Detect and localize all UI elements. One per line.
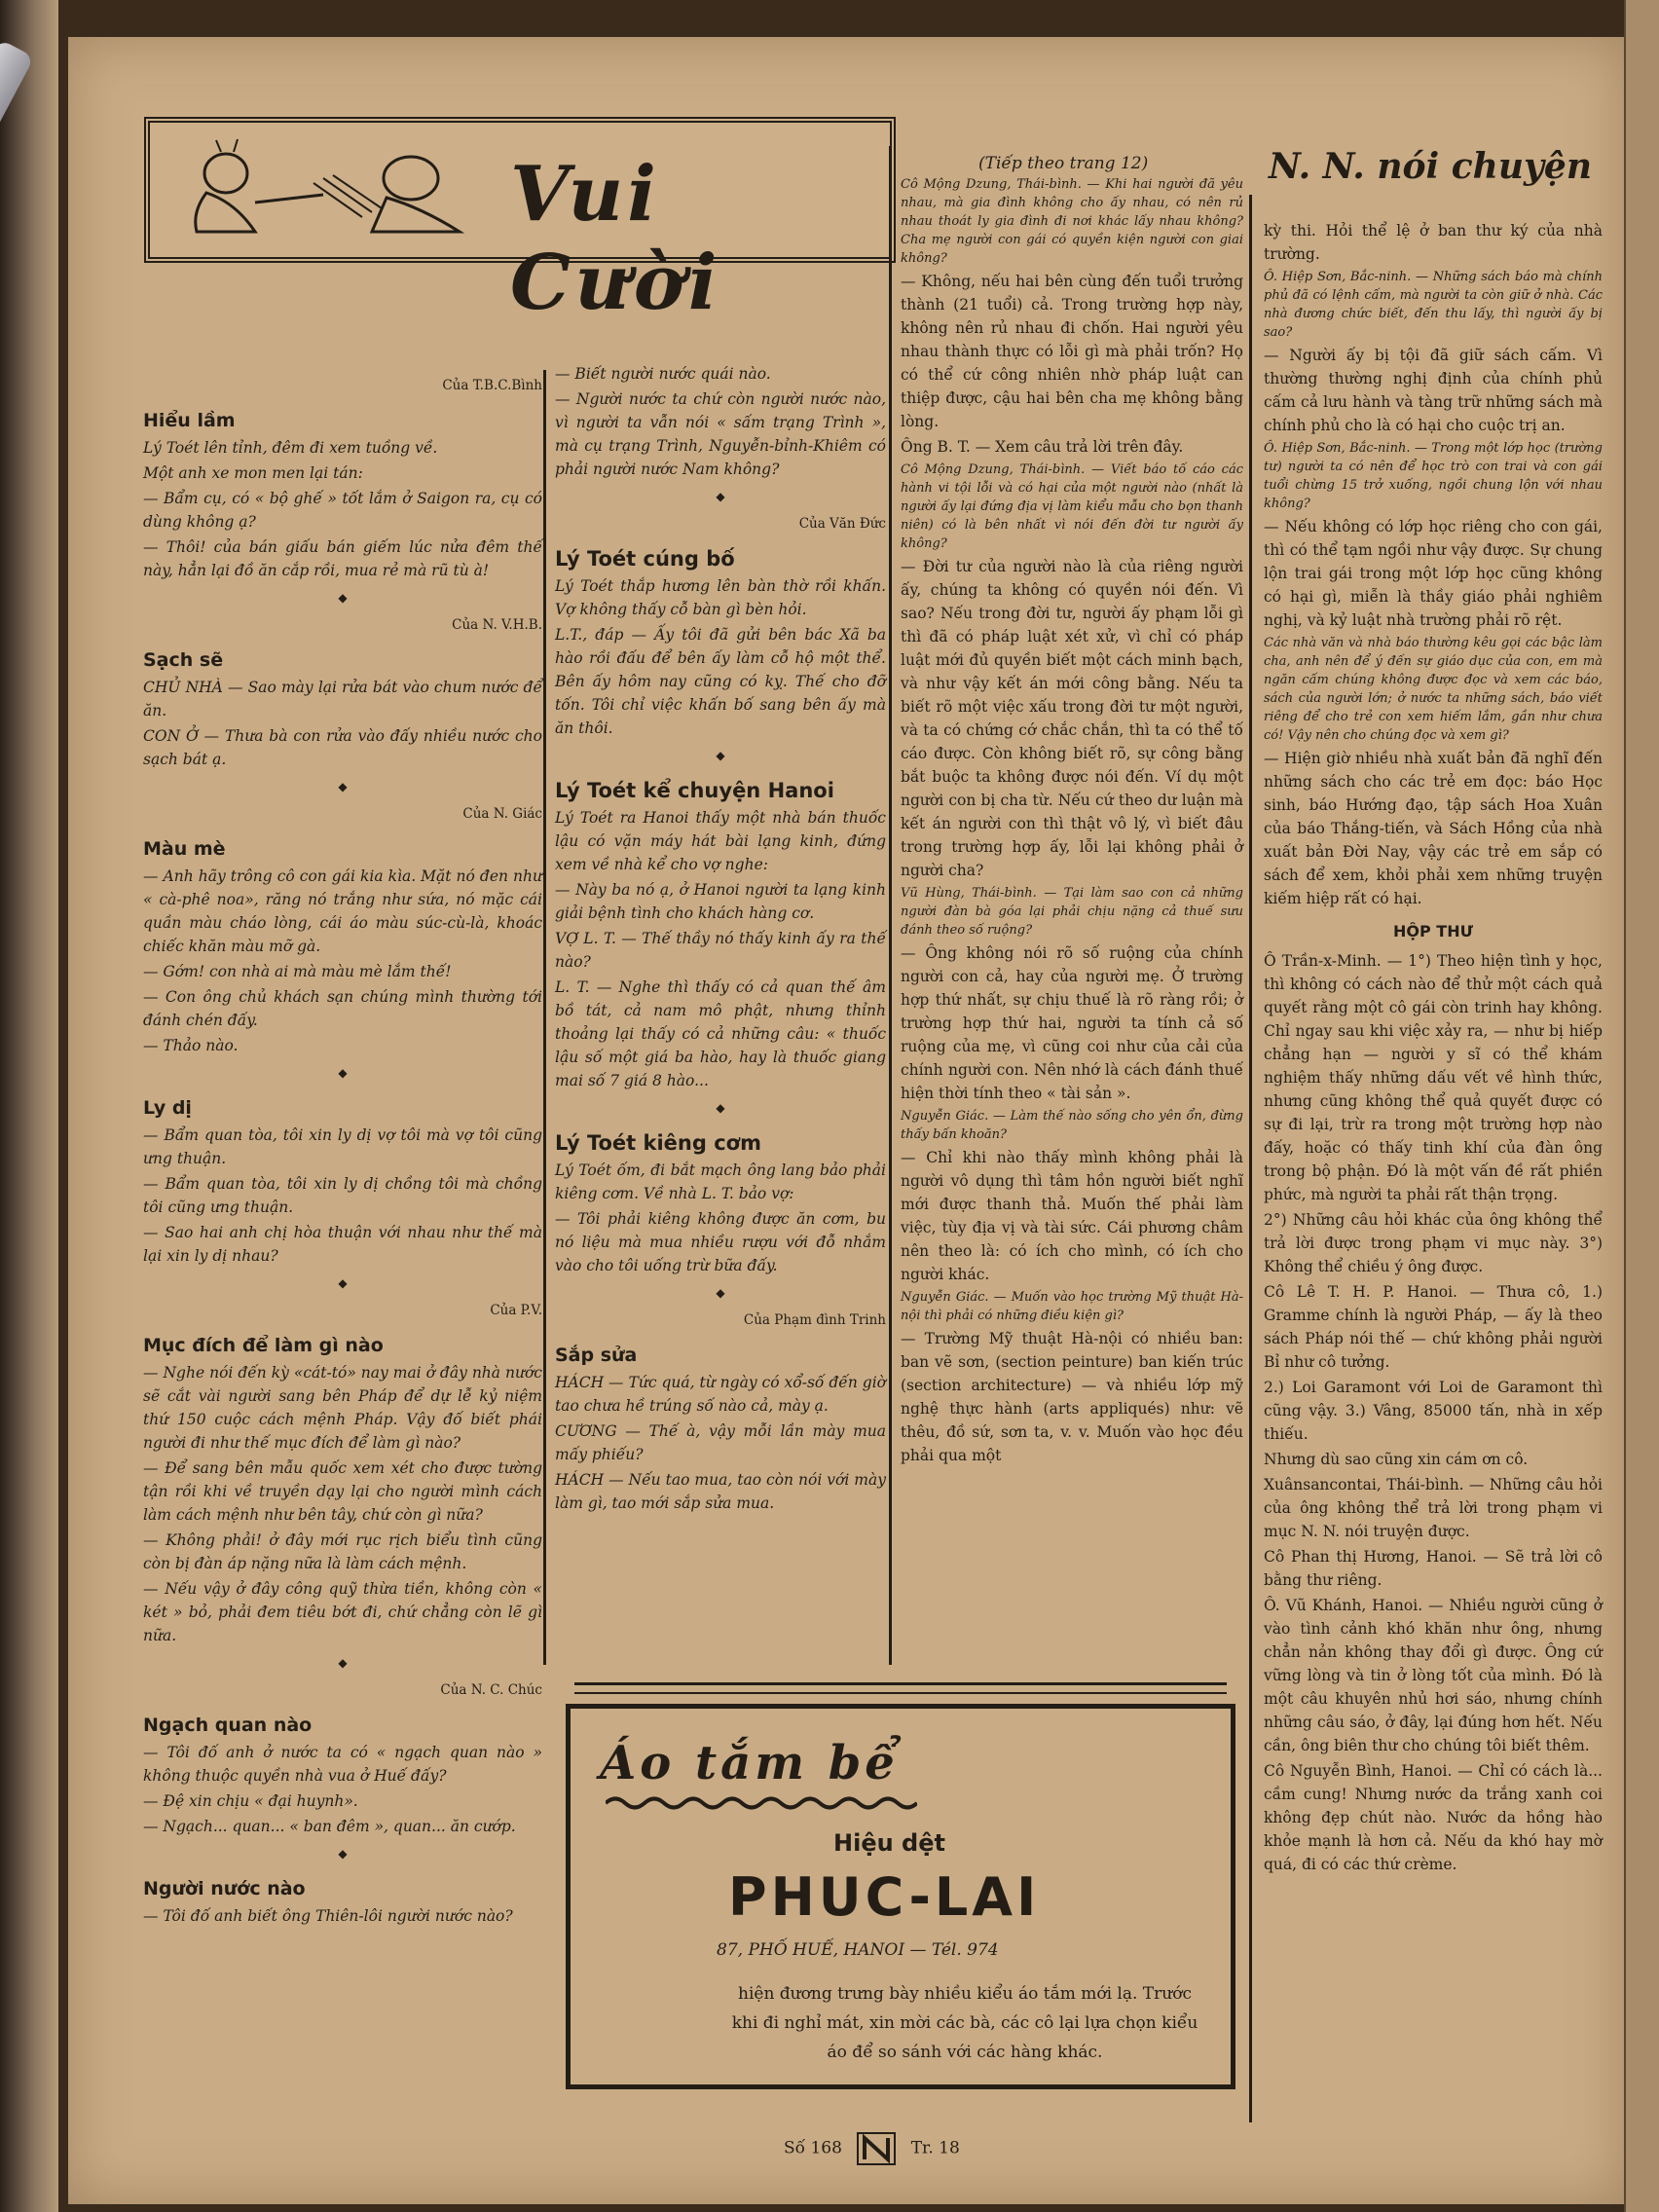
article-heading: Hiểu lầm (143, 410, 236, 431)
article-heading: Sắp sửa (555, 1345, 638, 1366)
article-heading: Sạch sẽ (143, 649, 224, 671)
article-paragraph: — Ông không nói rõ số ruộng của chính người con cả, hay của người mẹ. Ở trường hợp thứ nhất, sự chịu thuế là rõ ràng rồi; ở trường hợp thứ hai, người ta tính cả số ruộng của mẹ, vì cũng coi như của cải của chính người con. Nên nhớ là cách đánh thuế hiện thời tính theo « tài sản ». (901, 944, 1243, 1102)
reader-question: Các nhà văn và nhà báo thường kêu gọi các bậc làm cha, anh nên để ý đến sự giáo dục của con, em mà ngăn cấm chúng không được đọc và xem các báo, sách của người lớn; ở nước ta những sách, báo viết riêng để cho trẻ con xem hiếm lắm, gần như chưa có! Vậy nên cho chúng đọc và xem gì? (1264, 636, 1603, 743)
article-paragraph: — Không, nếu hai bên cùng đến tuổi trưởng thành (21 tuổi) cả. Trong trường hợp này, không nên rủ nhau đi chốn. Hai người yêu nhau thành thực có lỗi gì mà phải trốn? Họ có thể cứ công nhiên nhờ pháp luật can thiệp được, cậu hai bên cha mẹ không bằng lòng. (901, 273, 1243, 430)
diamond-separator-icon: ◆ (716, 490, 725, 503)
article-byline: Của Phạm đình Trinh (743, 1312, 886, 1328)
article-paragraph: — Không phải! ở đây mới rục rịch biểu tình cũng còn bị đàn áp nặng nữa là làm cách mệnh. (143, 1531, 542, 1572)
article-byline: Của T.B.C.Bình (442, 378, 542, 393)
ngay-nay-logo-icon (857, 2132, 896, 2165)
reader-question: Cô Mộng Dzung, Thái-bình. — Viết báo tố cáo các hành vi tội lỗi và có hại của một người nào (nhất là người ấy lại đứng địa vị làm kiểu mẫu cho bọn thanh niên) có là bên nhất vì nói đến đời tư người ấy không? (901, 462, 1243, 551)
article-paragraph: Lý Toét thắp hương lên bàn thờ rồi khấn. Vợ không thấy cỗ bàn gì bèn hỏi. (555, 577, 886, 618)
column-rule (889, 146, 892, 1665)
article-paragraph: CON Ở — Thưa bà con rửa vào đấy nhiều nước cho sạch bát ạ. (143, 727, 542, 768)
column-3 (901, 175, 1243, 1469)
binding-edge (0, 0, 58, 2212)
article-paragraph: HÁCH — Nếu tao mua, tao còn nói với mày làm gì, tao mới sắp sửa mua. (555, 1471, 886, 1512)
article-heading: Lý Toét kiêng cơm (555, 1131, 761, 1155)
article-byline: Của Văn Đức (798, 516, 886, 532)
article-paragraph: 2.) Loi Garamont với Loi de Garamont thì cũng vậy. 3.) Vâng, 85000 tấn, nhà in xếp thiếu. (1264, 1379, 1603, 1443)
article-paragraph: — Ngạch... quan... « ban đêm », quan... ăn cướp. (143, 1818, 516, 1835)
diamond-separator-icon: ◆ (338, 1847, 348, 1861)
diamond-separator-icon: ◆ (338, 780, 348, 793)
article-byline: Của N. V.H.B. (452, 617, 542, 633)
vui-cuoi-masthead (144, 117, 896, 327)
reader-question: Nguyễn Giác. — Muốn vào học trường Mỹ thuật Hà-nội thì phải có những điều kiện gì? (901, 1290, 1243, 1323)
article-paragraph: Cô Lê T. H. P. Hanoi. — Thưa cô, 1.) Gramme chính là người Pháp, — ấy là theo sách Pháp nói thế — chứ không phải người Bỉ như cô tưởng. (1264, 1283, 1603, 1371)
article-byline: Của N. Giác (462, 806, 542, 822)
article-paragraph: — Sao hai anh chị hòa thuận với nhau như thế mà lại xin ly dị nhau? (143, 1224, 542, 1265)
ad-address: 87, PHỐ HUẾ, HANOI — Tél. 974 (717, 1940, 999, 1960)
issue-number: Số 168 (784, 2138, 842, 2158)
article-paragraph: — Trường Mỹ thuật Hà-nội có nhiều ban: ban vẽ sơn, (section peinture) ban kiến trúc (section architecture) — và nhiều lớp mỹ nghệ thực hành (arts appliqués) như: vẽ thêu, đồ sứ, sơn ta, v. v. Muốn vào học đều phải qua một (901, 1330, 1243, 1464)
article-paragraph: kỳ thi. Hỏi thể lệ ở ban thư ký của nhà trường. (1264, 222, 1603, 263)
article-paragraph: L. T. — Nghe thì thấy có cả quan thế âm bồ tát, cả nam mô phật, nhưng thỉnh thoảng lại thấy có cả những câu: « thuốc lậu số một giá ba hào, hay là thuốc giang mai số 7 giá 8 hào... (555, 978, 886, 1089)
article-heading: Lý Toét kể chuyện Hanoi (555, 779, 834, 802)
reader-question: Cô Mộng Dzung, Thái-bình. — Khi hai người đã yêu nhau, mà gia đình không cho ấy nhau, có nên rủ nhau thoát ly gia đình đi nơi khác lấy nhau không? Cha mẹ người con gái có quyền kiện người con giai không? (901, 177, 1243, 266)
column-2 (555, 362, 886, 1517)
article-paragraph: — Hiện giờ nhiều nhà xuất bản đã nghĩ đến những sách cho các trẻ em đọc: báo Học sinh, báo Hướng đạo, tập sách Hoa Xuân của báo Thắng-tiến, và Sách Hồng của nhà xuất bản Đời Nay, vậy các trẻ em sắp có sách để xem, khỏi phải xem những truyện kiếm hiệp rất có hại. (1264, 750, 1603, 907)
diamond-separator-icon: ◆ (716, 1286, 725, 1300)
article-paragraph: Lý Toét ốm, đi bắt mạch ông lang bảo phải kiêng cơm. Về nhà L. T. bảo vợ: (555, 1161, 886, 1202)
article-paragraph: CHỦ NHÀ — Sao mày lại rửa bát vào chum nước để ăn. (143, 679, 542, 719)
article-paragraph: — Bẩm quan tòa, tôi xin ly dị vợ tôi mà vợ tôi cũng ưng thuận. (143, 1126, 542, 1167)
article-paragraph: — Bẩm quan tòa, tôi xin ly dị chồng tôi mà chồng tôi cũng ưng thuận. (143, 1175, 542, 1216)
page-footer (784, 2132, 960, 2165)
article-paragraph: VỢ L. T. — Thế thầy nó thấy kinh ấy ra thế nào? (555, 930, 886, 971)
article-paragraph: Ô Trần-x-Minh. — 1°) Theo hiện tình y học, thì không có cách nào để thử một cách quả quyết rằng một cô gái còn trinh hay không. Chỉ ngay sau khi việc xảy ra, — như bị hiếp chẳng hạn — người y sĩ có thể khám nghiệm thấy những dấu vết về hình thức, nhưng cũng không thể quả quyết được có sự đi lại, trừ ra trong một trường hợp nào đấy, hoặc có thấy tinh khí của đàn ông trong bộ phận. Đó là một vấn đề rất phiền phức, mà người ta phải rất thận trọng. (1264, 952, 1603, 1203)
article-paragraph: — Để sang bên mẫu quốc xem xét cho được tường tận rồi khi về truyền dạy lại cho người mình cách làm cách mệnh như bên tây, chứ còn gì nữa? (143, 1459, 542, 1524)
article-paragraph: — Anh hãy trông cô con gái kia kìa. Mặt nó đen như « cà-phê noa», răng nó trắng như sứa, nó mặc cái quần màu cháo lòng, cái áo màu súc-cù-là, khoác chiếc khăn màu mỡ gà. (143, 867, 542, 955)
article-paragraph: Một anh xe mon men lại tán: (143, 464, 363, 482)
article-paragraph: L.T., đáp — Ấy tôi đã gửi bên bác Xã ba hào rồi đấu để bên ấy làm cỗ hộ một thể. Bên ấy hôm nay cũng có kỵ. Thế cho đỡ tốn. Tôi chỉ việc khấn bố sang bên ấy mà ăn thôi. (555, 626, 886, 737)
reader-question: Vũ Hùng, Thái-bình. — Tại làm sao con cả những người đàn bà góa lại phải chịu nặng cả thuế sưu đánh theo số ruộng? (901, 886, 1243, 938)
article-paragraph: Nhưng dù sao cũng xin cám ơn cô. (1264, 1451, 1529, 1468)
article-paragraph: — Tôi đố anh biết ông Thiên-lôi người nước nào? (143, 1907, 513, 1925)
article-paragraph: 2°) Những câu hỏi khác của ông không thể trả lời được trong phạm vi mục này. 3°) Không thể chiều ý ông được. (1264, 1211, 1603, 1275)
diamond-separator-icon: ◆ (338, 1656, 348, 1670)
article-paragraph: — Đời tư của người nào là của riêng người ấy, chúng ta không có quyền nói đến. Vì sao? Nếu trong đời tư, người ấy phạm lỗi gì thì đã có pháp luật xét xử, vì chỉ có pháp luật mới đủ quyền biết một cách minh bạch, và như vậy kết án mới công bằng. Nếu ta biết rõ một việc xấu trong đời tư một người, và ta có chứng cớ chắc chắn, thì ta có thể tố cáo được. Còn không biết rõ, sự công bằng bắt buộc ta không được nói đến. Ví dụ một người con bị cha từ. Nếu cứ theo dư luận mà kết án người con thì thật vô lý, vì biết đâu trong trường hợp ấy, lỗi lại không phải ở người cha? (901, 558, 1243, 879)
diamond-separator-icon: ◆ (716, 1101, 725, 1115)
article-paragraph: — Này ba nó ạ, ở Hanoi người ta lạng kinh giải bệnh tình cho khách hàng cơ. (555, 881, 886, 922)
cartoon-illustration-icon (167, 134, 498, 241)
diamond-separator-icon: ◆ (338, 1066, 348, 1080)
article-paragraph: — Tôi đố anh ở nước ta có « ngạch quan nào » không thuộc quyền nhà vua ở Huế đấy? (143, 1744, 542, 1785)
article-paragraph: — Người nước ta chứ còn người nước nào, vì người ta vẫn nói « sấm trạng Trình », mà cụ trạng Trình, Nguyễn-bỉnh-Khiêm có phải người nước Nam không? (555, 390, 886, 478)
ad-title: Áo tắm bể (600, 1736, 899, 1790)
phuc-lai-advert (566, 1704, 1235, 2089)
article-paragraph: CƯƠNG — Thế à, vậy mỗi lần mày mua mấy phiếu? (555, 1422, 886, 1463)
diamond-separator-icon: ◆ (338, 591, 348, 605)
nn-column-title: N. N. nói chuyện (1269, 146, 1592, 187)
article-paragraph: Lý Toét ra Hanoi thấy một nhà bán thuốc lậu có vặn máy hát bài lạng kinh, đứng xem về nhà kể cho vợ nghe: (555, 809, 886, 873)
ad-body: hiện đương trưng bày nhiều kiểu áo tắm mới lạ. Trước khi đi nghỉ mát, xin mời các bà, các cô lại lựa chọn kiểu áo để so sánh với các hàng khác. (731, 1984, 1198, 2062)
article-paragraph: — Tôi phải kiêng không được ăn cơm, bu nó liệu mà mua nhiều rượu với đỗ nhắm vào cho tôi uống trừ bữa đấy. (555, 1210, 886, 1274)
article-paragraph: — Nghe nói đến kỳ «cát-tó» nay mai ở đây nhà nước sẽ cắt vài người sang bên Pháp để dự lễ kỷ niệm thứ 150 cuộc cách mệnh Pháp. Vậy đố biết phái người đi như thế mục đích để làm gì nào? (143, 1364, 542, 1452)
article-paragraph: Ô. Vũ Khánh, Hanoi. — Nhiều người cũng ở vào tình cảnh khó khăn như ông, nhưng chẳn nản không thay đổi gì được. Ông cứ vững lòng và tin ở lòng tốt của mình. Đó là một câu khuyên nhủ hơi sáo, nhưng chính những câu sáo, ở đây, lại đúng hơn hết. Nếu cần, ông biên thư cho chúng tôi biết thêm. (1264, 1597, 1603, 1754)
ad-brand: PHUC-LAI (728, 1866, 1041, 1928)
article-heading: Lý Toét cúng bố (555, 547, 735, 571)
article-heading: Người nước nào (143, 1878, 306, 1899)
article-paragraph: — Chỉ khi nào thấy mình không phải là người vô dụng thì tâm hồn người biết nghĩ mới được thanh thả. Muốn thế phải làm việc, tùy địa vị và tài sức. Cái phương châm nên theo là: có ích cho mình, có ích cho người khác. (901, 1149, 1243, 1283)
reader-question: Ô. Hiệp Sơn, Bắc-ninh. — Những sách báo mà chính phủ đã có lệnh cấm, mà người ta còn giữ ở nhà. Các nhà đương chức biết, đến thu lấy, thì người ấy bị sao? (1264, 270, 1603, 340)
article-byline: Của N. C. Chúc (440, 1682, 542, 1698)
article-heading: Ly dị (143, 1097, 192, 1119)
reader-question: Ô. Hiệp Sơn, Bắc-ninh. — Trong một lớp học (trường tư) người ta có nên để học trò con trai và con gái tuổi chừng 15 trở xuống, ngồi chung lộn với nhau không? (1264, 441, 1603, 511)
column-4 (1264, 219, 1603, 1878)
article-paragraph: — Người ấy bị tội đã giữ sách cấm. Vì thường thường nghị định của chính phủ cấm cả lưu hành và tàng trữ những sách mà chính phủ cho là có hại cho cuộc trị an. (1264, 347, 1603, 434)
diamond-separator-icon: ◆ (338, 1276, 348, 1290)
column-1 (143, 370, 542, 1930)
ad-subtitle: Hiệu dệt (833, 1829, 945, 1857)
article-paragraph: Lý Toét lên tỉnh, đêm đi xem tuồng về. (143, 439, 438, 457)
next-page-edge (1624, 0, 1659, 2212)
article-paragraph: — Con ông chủ khách sạn chúng mình thường tới đánh chén đấy. (143, 988, 542, 1029)
article-paragraph: Ông B. T. — Xem câu trả lời trên đây. (901, 438, 1184, 456)
wave-ornament-icon (606, 1794, 917, 1812)
masthead-title: Vui Cười (510, 150, 721, 327)
article-paragraph: — Thảo nào. (143, 1037, 239, 1054)
article-paragraph: — Thôi! của bán giấu bán giếm lúc nửa đêm thế này, hẳn lại đồ ăn cắp rồi, mua rẻ mà rũ tù à! (143, 538, 542, 579)
article-paragraph: Cô Phan thị Hương, Hanoi. — Sẽ trả lời cô bằng thư riêng. (1264, 1548, 1603, 1589)
article-paragraph: — Biết người nước quái nào. (555, 365, 771, 383)
article-paragraph: — Bẩm cụ, có « bộ ghế » tốt lắm ở Saigon ra, cụ có dùng không ạ? (143, 490, 542, 531)
article-paragraph: HÁCH — Tức quá, từ ngày có xổ-số đến giờ tao chưa hề trúng số nào cả, mày ạ. (555, 1374, 886, 1415)
section-heading: HỘP THƯ (1393, 922, 1473, 940)
article-heading: Mục đích để làm gì nào (143, 1335, 384, 1356)
ad-top-rule (574, 1682, 1227, 1694)
reader-question: Nguyễn Giác. — Làm thế nào sống cho yên ổn, đừng thấy bấn khoăn? (901, 1109, 1243, 1142)
continued-note: (Tiếp theo trang 12) (978, 154, 1149, 173)
page-number: Tr. 18 (910, 2138, 960, 2158)
article-heading: Màu mè (143, 838, 226, 860)
article-paragraph: — Nếu vậy ở đây công quỹ thừa tiền, không còn « két » bỏ, phải đem tiêu bớt đi, chứ chẳng còn lẽ gì nữa. (143, 1580, 542, 1644)
article-paragraph: Xuânsancontai, Thái-bình. — Những câu hỏi của ông không thể trả lời trong phạm vi mục N. N. nói truyện được. (1264, 1476, 1603, 1540)
article-paragraph: — Đệ xin chịu « đại huynh». (143, 1792, 358, 1810)
article-paragraph: — Gớm! con nhà ai mà màu mè lắm thế! (143, 963, 452, 980)
article-byline: Của P.V. (490, 1303, 542, 1318)
article-paragraph: Cô Nguyễn Bình, Hanoi. — Chỉ có cách là... cầm cung! Nhưng nước da trắng xanh coi không đẹp chút nào. Nước da hồng hào khỏe mạnh là hơn cả. Nếu da khó hay mờ quá, đi có các thứ crème. (1264, 1762, 1603, 1873)
article-heading: Ngạch quan nào (143, 1714, 313, 1736)
column-rule (1249, 195, 1252, 2122)
column-rule (543, 370, 546, 1665)
article-paragraph: — Nếu không có lớp học riêng cho con gái, thì có thể tạm ngồi như vậy được. Sự chung lộn trai gái trong một lớp học cũng không có hại gì, miễn là thầy giáo phải nghiêm nghị, và kỷ luật nhà trường phải rõ rệt. (1264, 518, 1603, 629)
diamond-separator-icon: ◆ (716, 749, 725, 762)
